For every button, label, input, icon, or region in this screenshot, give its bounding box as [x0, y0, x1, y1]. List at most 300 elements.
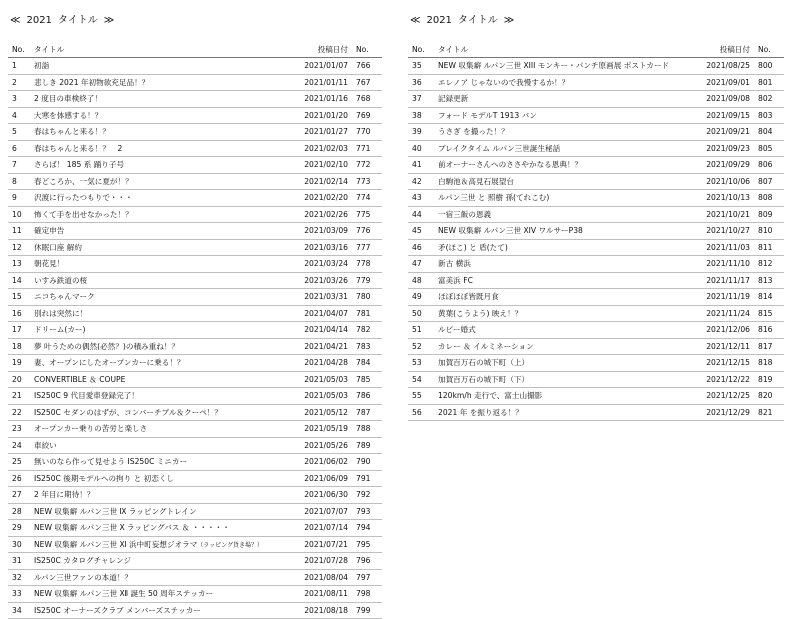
row-date: 2021/09/23: [686, 140, 754, 157]
row-num: 821: [754, 404, 784, 421]
table-header-row: [8, 42, 382, 58]
row-no: 45: [408, 223, 438, 240]
row-num: 815: [754, 305, 784, 322]
row-no: 12: [8, 239, 34, 256]
row-title-text: エレノア じゃないので我慢するか！？: [438, 77, 570, 87]
row-date: 2021/02/03: [284, 140, 352, 157]
row-num: 805: [754, 140, 784, 157]
row-title-text: IS250C セダンのはずが、コンバーチブル＆クーペ！？: [34, 407, 222, 417]
row-date: 2021/08/04: [284, 569, 352, 586]
row-no: 26: [8, 470, 34, 487]
row-num: 782: [352, 322, 382, 339]
row-title-text: ルパン三世ファンの本道！？: [34, 572, 133, 582]
table-row: [8, 140, 382, 157]
row-no: 38: [408, 107, 438, 124]
row-date: 2021/08/11: [284, 586, 352, 603]
row-num: 769: [352, 107, 382, 124]
row-num: 814: [754, 289, 784, 306]
row-no: 43: [408, 190, 438, 207]
table-row: [408, 272, 784, 289]
row-date: 2021/10/27: [686, 223, 754, 240]
row-no: 28: [8, 503, 34, 520]
table-row: [8, 74, 382, 91]
row-no: 49: [408, 289, 438, 306]
table-row: [408, 74, 784, 91]
row-title: [34, 223, 284, 240]
row-no: 36: [408, 74, 438, 91]
row-no: 46: [408, 239, 438, 256]
row-no: 22: [8, 404, 34, 421]
heading-year: 2021: [26, 15, 52, 26]
row-num: 800: [754, 58, 784, 75]
row-date: 2021/11/24: [686, 305, 754, 322]
row-title: [34, 553, 284, 570]
row-date: 2021/03/31: [284, 289, 352, 306]
row-date: 2021/08/25: [686, 58, 754, 75]
table-row: [8, 239, 382, 256]
row-date: 2021/04/28: [284, 355, 352, 372]
row-title: [34, 421, 284, 438]
row-title: [34, 289, 284, 306]
row-num: 771: [352, 140, 382, 157]
row-title-text: 大寒を体感する！？: [34, 110, 103, 120]
row-title: [34, 569, 284, 586]
row-no: 16: [8, 305, 34, 322]
row-title-text: NEW 収集癖 ルパン三世 Ⅹ ラッピングバス ＆ ・・・・・: [34, 523, 230, 533]
row-no: 31: [8, 553, 34, 570]
row-num: 796: [352, 553, 382, 570]
table-row: [408, 124, 784, 141]
row-date: 2021/05/19: [284, 421, 352, 438]
row-title: [438, 206, 686, 223]
row-no: 56: [408, 404, 438, 421]
row-no: 37: [408, 91, 438, 108]
row-date: 2021/12/29: [686, 404, 754, 421]
row-num: 817: [754, 338, 784, 355]
row-date: 2021/08/18: [284, 602, 352, 619]
row-num: 798: [352, 586, 382, 603]
row-num: 791: [352, 470, 382, 487]
row-num: 801: [754, 74, 784, 91]
row-title: [438, 338, 686, 355]
row-num: 813: [754, 272, 784, 289]
table-row: [8, 58, 382, 75]
row-title: [34, 470, 284, 487]
row-title-text: 一宿三飯の恩義: [438, 209, 492, 219]
row-num: 808: [754, 190, 784, 207]
row-title-text: 車絞い: [34, 440, 57, 450]
table-row: [8, 371, 382, 388]
row-title: [34, 503, 284, 520]
col-date: 投稿日付: [686, 42, 754, 58]
row-num: 797: [352, 569, 382, 586]
row-title-text: 悲しき 2021 年初物欲充足品！？: [34, 77, 150, 87]
row-date: 2021/05/03: [284, 388, 352, 405]
row-title: [438, 190, 686, 207]
row-no: 11: [8, 223, 34, 240]
row-date: 2021/05/12: [284, 404, 352, 421]
heading-suffix: ≫: [103, 15, 115, 26]
row-title: [34, 173, 284, 190]
row-num: 773: [352, 173, 382, 190]
row-no: 54: [408, 371, 438, 388]
table-row: [8, 272, 382, 289]
table-row: [8, 404, 382, 421]
row-no: 27: [8, 487, 34, 504]
row-num: 776: [352, 223, 382, 240]
row-title-text: 2 年目に期待！？: [34, 490, 95, 500]
row-num: 789: [352, 437, 382, 454]
row-title-text: いすみ鉄道の桜: [34, 275, 88, 285]
row-title-text: 確定申告: [34, 226, 65, 236]
row-title-text: NEW 収集癖 ルパン三世 Ⅻ 誕生 50 周年ステッカー: [34, 589, 214, 599]
row-title-text: 記録更新: [438, 94, 469, 104]
row-title: [34, 206, 284, 223]
row-no: 2: [8, 74, 34, 91]
row-date: 2021/04/07: [284, 305, 352, 322]
row-title-text: IS250C 9 代目愛車登録完了！: [34, 391, 139, 401]
row-num: 799: [352, 602, 382, 619]
row-title: [438, 355, 686, 372]
row-title-text: 120km/h 走行で、富士山撮影: [438, 391, 543, 401]
table-row: [408, 91, 784, 108]
row-num: 784: [352, 355, 382, 372]
row-num: 770: [352, 124, 382, 141]
table-header-row: [408, 42, 784, 58]
right-table: [408, 42, 784, 421]
row-date: 2021/12/06: [686, 322, 754, 339]
col-date: 投稿日付: [284, 42, 352, 58]
row-date: 2021/06/30: [284, 487, 352, 504]
row-title-text: 白駒池＆高見石展望台: [438, 176, 514, 186]
row-num: 781: [352, 305, 382, 322]
row-title: [438, 107, 686, 124]
row-date: 2021/10/21: [686, 206, 754, 223]
row-title-text: 加賀百万石の城下町（下）: [438, 374, 530, 384]
row-num: 795: [352, 536, 382, 553]
table-row: [8, 569, 382, 586]
row-date: 2021/04/21: [284, 338, 352, 355]
col-num: No.: [754, 42, 784, 58]
row-num: 790: [352, 454, 382, 471]
row-date: 2021/02/20: [284, 190, 352, 207]
col-title: タイトル: [438, 42, 686, 58]
row-title: [34, 404, 284, 421]
row-title: [34, 536, 284, 553]
table-row: [408, 355, 784, 372]
row-title: [438, 74, 686, 91]
row-title: [34, 371, 284, 388]
row-num: 820: [754, 388, 784, 405]
table-row: [8, 437, 382, 454]
heading-suffix: ≫: [503, 15, 515, 26]
col-title: タイトル: [34, 42, 284, 58]
row-no: 52: [408, 338, 438, 355]
row-title: [438, 256, 686, 273]
row-date: 2021/09/21: [686, 124, 754, 141]
row-title: [34, 338, 284, 355]
row-no: 55: [408, 388, 438, 405]
row-date: 2021/07/21: [284, 536, 352, 553]
row-num: 777: [352, 239, 382, 256]
row-title: [438, 322, 686, 339]
row-date: 2021/03/26: [284, 272, 352, 289]
table-row: [8, 322, 382, 339]
row-title-text: IS250C オーナーズクラブ メンバーズステッカー: [34, 605, 201, 615]
heading-prefix: ≪: [410, 15, 421, 26]
row-title-text: ドリーム(カー): [34, 325, 86, 335]
row-title-text: 黄葉(こうよう) 映え！？: [438, 308, 523, 318]
row-no: 42: [408, 173, 438, 190]
row-num: 810: [754, 223, 784, 240]
row-title: [438, 371, 686, 388]
row-no: 10: [8, 206, 34, 223]
row-title: [34, 272, 284, 289]
row-title-text: 2 度目の車検終了！: [34, 94, 102, 104]
row-title-text: NEW 収集癖 ルパン三世 XIV ワルサーP38: [438, 226, 583, 236]
row-title-text: ニコちゃんマーク: [34, 292, 95, 302]
table-row: [408, 190, 784, 207]
row-title: [34, 305, 284, 322]
row-title: [438, 91, 686, 108]
table-row: [8, 503, 382, 520]
table-row: [8, 602, 382, 619]
row-no: 24: [8, 437, 34, 454]
row-title: [34, 454, 284, 471]
heading-label: タイトル: [57, 15, 98, 26]
row-title-text: NEW 収集癖 ルパン三世 XIII モンキー・パンチ原画展 ポストカード: [438, 61, 670, 71]
table-row: [408, 58, 784, 75]
row-title-text: うさぎ を撮った！？: [438, 127, 509, 137]
heading-year: 2021: [426, 15, 452, 26]
row-num: 792: [352, 487, 382, 504]
table-row: [8, 206, 382, 223]
table-row: [8, 355, 382, 372]
row-no: 15: [8, 289, 34, 306]
row-no: 17: [8, 322, 34, 339]
row-date: 2021/09/08: [686, 91, 754, 108]
row-title: [438, 157, 686, 174]
row-no: 21: [8, 388, 34, 405]
row-title-text: ルパン三世 と 照樹 孫(てれこむ): [438, 193, 550, 203]
row-date: 2021/11/19: [686, 289, 754, 306]
row-num: 793: [352, 503, 382, 520]
left-table: [8, 42, 382, 619]
row-title-text: IS250C カタログチャレンジ: [34, 556, 132, 566]
row-no: 47: [408, 256, 438, 273]
row-num: 783: [352, 338, 382, 355]
row-no: 48: [408, 272, 438, 289]
row-title: [34, 190, 284, 207]
row-date: 2021/03/09: [284, 223, 352, 240]
row-num: 818: [754, 355, 784, 372]
col-no: No.: [408, 42, 438, 58]
row-title: [438, 404, 686, 421]
row-num: 819: [754, 371, 784, 388]
table-row: [8, 520, 382, 537]
table-row: [408, 107, 784, 124]
row-title: [438, 124, 686, 141]
row-no: 9: [8, 190, 34, 207]
row-title-text: 富美浜 FC: [438, 275, 473, 285]
row-title-text: NEW 収集癖 ルパン三世 Ⅺ 浜中町妄想ジオラマ: [34, 539, 198, 549]
row-no: 39: [408, 124, 438, 141]
table-row: [408, 173, 784, 190]
row-no: 19: [8, 355, 34, 372]
row-num: 768: [352, 91, 382, 108]
row-title-text: 春はちゃんと来る！？: [34, 127, 110, 137]
row-title: [34, 239, 284, 256]
table-row: [408, 223, 784, 240]
row-title-text: 春はちゃんと来る！？ 2: [34, 143, 123, 153]
row-no: 33: [8, 586, 34, 603]
table-row: [408, 305, 784, 322]
row-num: 804: [754, 124, 784, 141]
row-title: [34, 322, 284, 339]
row-date: 2021/09/29: [686, 157, 754, 174]
row-date: 2021/10/06: [686, 173, 754, 190]
row-title-text: フォード モデルT 1913 バン: [438, 110, 537, 120]
row-no: 6: [8, 140, 34, 157]
row-title: [34, 157, 284, 174]
row-title: [34, 124, 284, 141]
row-no: 30: [8, 536, 34, 553]
heading-prefix: ≪: [10, 15, 21, 26]
row-title: [34, 586, 284, 603]
row-no: 32: [8, 569, 34, 586]
row-date: 2021/02/14: [284, 173, 352, 190]
row-title: [34, 107, 284, 124]
row-num: 779: [352, 272, 382, 289]
row-no: 53: [408, 355, 438, 372]
row-title-text: 前オーナーさんへのささやかなる恩典！？: [438, 160, 583, 170]
table-row: [408, 338, 784, 355]
table-row: [8, 388, 382, 405]
row-date: 2021/05/03: [284, 371, 352, 388]
row-title: [438, 223, 686, 240]
row-date: 2021/07/28: [284, 553, 352, 570]
row-title-text: 2021 年 を振り返る！？: [438, 407, 523, 417]
table-row: [8, 91, 382, 108]
row-date: 2021/03/16: [284, 239, 352, 256]
row-title-text: CONVERTIBLE ＆ COUPE: [34, 374, 126, 384]
table-row: [408, 289, 784, 306]
row-date: 2021/01/20: [284, 107, 352, 124]
row-title-text: ブレイクタイム ルパン三世誕生秘話: [438, 143, 561, 153]
row-title-text: 怖くて手を出せなかった！？: [34, 209, 133, 219]
row-date: 2021/06/02: [284, 454, 352, 471]
row-num: 772: [352, 157, 382, 174]
row-no: 44: [408, 206, 438, 223]
row-title-text: さらば！ 185 系 踊り子号: [34, 160, 125, 170]
row-title-text: 加賀百万石の城下町（上）: [438, 358, 530, 368]
table-row: [408, 322, 784, 339]
row-num: 807: [754, 173, 784, 190]
row-no: 8: [8, 173, 34, 190]
row-num: 788: [352, 421, 382, 438]
table-row: [408, 206, 784, 223]
row-title: [438, 239, 686, 256]
row-title: [438, 289, 686, 306]
table-row: [408, 256, 784, 273]
row-num: 775: [352, 206, 382, 223]
row-date: 2021/01/27: [284, 124, 352, 141]
row-date: 2021/09/01: [686, 74, 754, 91]
row-date: 2021/01/07: [284, 58, 352, 75]
row-date: 2021/12/15: [686, 355, 754, 372]
row-date: 2021/10/13: [686, 190, 754, 207]
left-panel: [8, 14, 382, 619]
row-date: 2021/11/03: [686, 239, 754, 256]
row-title: [34, 520, 284, 537]
row-title: [34, 91, 284, 108]
row-title-text: 新古 横浜: [438, 259, 471, 269]
row-no: 25: [8, 454, 34, 471]
table-row: [408, 388, 784, 405]
row-title: [438, 140, 686, 157]
right-heading: [410, 14, 784, 28]
row-title-text: 無いのなら作って見せよう IS250C ミニカー: [34, 457, 188, 467]
table-row: [8, 338, 382, 355]
row-title-text: 朝花見！: [34, 259, 65, 269]
table-row: [8, 470, 382, 487]
table-row: [8, 190, 382, 207]
table-row: [408, 404, 784, 421]
row-date: 2021/05/26: [284, 437, 352, 454]
table-row: [8, 586, 382, 603]
row-title-text: 矛(ほこ) と 盾(たて): [438, 242, 508, 252]
table-row: [8, 553, 382, 570]
row-no: 18: [8, 338, 34, 355]
table-row: [408, 140, 784, 157]
row-date: 2021/09/15: [686, 107, 754, 124]
row-num: 816: [754, 322, 784, 339]
row-no: 14: [8, 272, 34, 289]
row-title-text: 夢 叶うための偶然(必然？)の積み重ね！？: [34, 341, 180, 351]
row-title-text: 沢渡に行ったつもりで・・・: [34, 193, 133, 203]
row-title-text: 初詣: [34, 61, 50, 71]
row-title: [438, 173, 686, 190]
row-num: 802: [754, 91, 784, 108]
row-date: 2021/07/07: [284, 503, 352, 520]
left-heading: [10, 14, 382, 28]
row-date: 2021/01/11: [284, 74, 352, 91]
row-no: 3: [8, 91, 34, 108]
row-num: 809: [754, 206, 784, 223]
table-row: [8, 305, 382, 322]
row-date: 2021/02/10: [284, 157, 352, 174]
table-row: [8, 487, 382, 504]
row-no: 40: [408, 140, 438, 157]
table-row: [408, 239, 784, 256]
right-panel: [408, 14, 784, 421]
row-no: 29: [8, 520, 34, 537]
row-title-text: オープンカー乗りの苦労と楽しさ: [34, 424, 148, 434]
table-row: [8, 256, 382, 273]
row-title-text: カレー ＆ イルミネーション: [438, 341, 534, 351]
row-title-text: 妻、オープンにしたオープンカーに乗る！？: [34, 358, 185, 368]
row-title-text: IS250C 後期モデルへの拘り と 初恋くし: [34, 473, 175, 483]
row-title: [438, 388, 686, 405]
row-date: 2021/02/26: [284, 206, 352, 223]
table-row: [8, 124, 382, 141]
col-num: No.: [352, 42, 382, 58]
row-num: 794: [352, 520, 382, 537]
row-title: [34, 602, 284, 619]
row-title-text: NEW 収集癖 ルパン三世 Ⅸ ラッピングトレイン: [34, 506, 197, 516]
row-num: 766: [352, 58, 382, 75]
row-no: 20: [8, 371, 34, 388]
